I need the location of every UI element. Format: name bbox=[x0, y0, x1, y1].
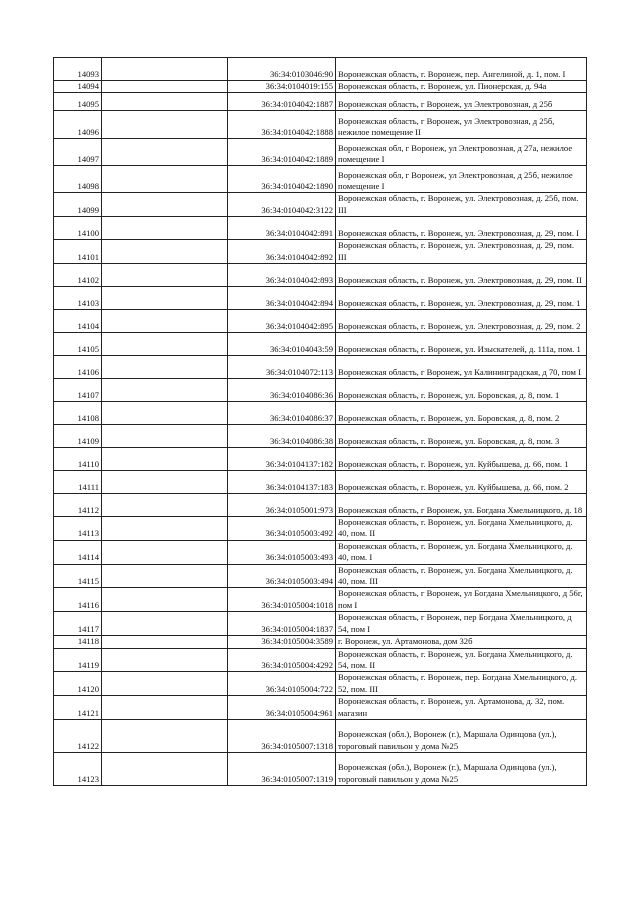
row-number: 14108 bbox=[54, 402, 102, 425]
cadastral-number: 36:34:0104086:36 bbox=[228, 379, 336, 402]
empty-cell bbox=[102, 356, 228, 379]
row-number: 14094 bbox=[54, 81, 102, 93]
table-row bbox=[54, 310, 587, 333]
address-text: Воронежская область, г. Воронеж, ул. Изыскателей, д. 111а, пом. 1 bbox=[338, 343, 581, 354]
cadastral-number: 36:34:0105003:492 bbox=[228, 517, 336, 541]
table-row bbox=[54, 111, 587, 139]
row-number: 14113 bbox=[54, 517, 102, 541]
address-text: Воронежская область, г. Воронеж, ул. Пионерская, д. 94а bbox=[338, 81, 547, 91]
row-number: 14116 bbox=[54, 588, 102, 612]
cadastral-number: 36:34:0104137:183 bbox=[228, 471, 336, 494]
address-cell bbox=[336, 111, 587, 139]
row-number: 14099 bbox=[54, 193, 102, 217]
address-text: Воронежская область, г. Воронеж, ул. Богдана Хмельницкого, д. 40, пом. II bbox=[338, 517, 573, 539]
address-cell bbox=[336, 425, 587, 448]
empty-cell bbox=[102, 240, 228, 264]
empty-cell bbox=[102, 425, 228, 448]
address-cell bbox=[336, 333, 587, 356]
address-text: Воронежская область, г Воронеж, ул Электровозная, д 25б bbox=[338, 99, 553, 109]
cadastral-number: 36:34:0104042:891 bbox=[228, 217, 336, 240]
table-row bbox=[54, 696, 587, 720]
address-cell bbox=[336, 719, 587, 752]
row-number: 14093 bbox=[54, 58, 102, 81]
cadastral-number: 36:34:0105003:493 bbox=[228, 540, 336, 564]
address-text: Воронежская область, г Воронеж, ул Богдана Хмельницкого, д 56г, пом I bbox=[338, 588, 583, 610]
empty-cell bbox=[102, 588, 228, 612]
address-cell bbox=[336, 648, 587, 672]
address-cell bbox=[336, 540, 587, 564]
cadastral-number: 36:34:0104042:3122 bbox=[228, 193, 336, 217]
address-cell bbox=[336, 264, 587, 287]
row-number: 14115 bbox=[54, 564, 102, 588]
address-text: Воронежская область, г. Воронеж, ул. Электровозная, д. 29, пом. 2 bbox=[338, 320, 581, 331]
row-number: 14117 bbox=[54, 612, 102, 636]
table-row bbox=[54, 402, 587, 425]
empty-cell bbox=[102, 379, 228, 402]
cadastral-number: 36:34:0104042:895 bbox=[228, 310, 336, 333]
address-text: Воронежская область, г. Воронеж, ул. Богдана Хмельницкого, д. 40, пом. I bbox=[338, 540, 573, 563]
address-cell bbox=[336, 356, 587, 379]
address-cell bbox=[336, 494, 587, 517]
row-number: 14112 bbox=[54, 494, 102, 517]
cadastral-number: 36:34:0104042:1888 bbox=[228, 111, 336, 139]
address-text: Воронежская область, г. Воронеж, ул. Боровская, д. 8, пом. 3 bbox=[338, 435, 560, 446]
cadastral-number: 36:34:0104042:1887 bbox=[228, 93, 336, 111]
row-number: 14097 bbox=[54, 139, 102, 166]
cadastral-number: 36:34:0104086:37 bbox=[228, 402, 336, 425]
table-row bbox=[54, 356, 587, 379]
row-number: 14100 bbox=[54, 217, 102, 240]
address-text: Воронежская область, г. Воронеж, ул. Богдана Хмельницкого, д. 54, пом. II bbox=[338, 648, 573, 670]
empty-cell bbox=[102, 752, 228, 785]
address-text: Воронежская область, г Воронеж, ул Электровозная, д 25б, нежилое помещение II bbox=[338, 115, 555, 137]
table-row bbox=[54, 264, 587, 287]
cadastral-number: 36:34:0104042:1889 bbox=[228, 139, 336, 166]
row-number: 14123 bbox=[54, 752, 102, 785]
table-row bbox=[54, 752, 587, 785]
table-row bbox=[54, 217, 587, 240]
address-cell bbox=[336, 58, 587, 81]
address-text: Воронежская обл, г Воронеж, ул Электровозная, д 25б, нежилое помещение I bbox=[338, 169, 573, 191]
address-cell bbox=[336, 166, 587, 193]
empty-cell bbox=[102, 719, 228, 752]
address-cell bbox=[336, 217, 587, 240]
cadastral-number: 36:34:0103046:90 bbox=[228, 58, 336, 81]
address-cell bbox=[336, 193, 587, 217]
empty-cell bbox=[102, 402, 228, 425]
cadastral-number: 36:34:0105004:961 bbox=[228, 696, 336, 720]
row-number: 14110 bbox=[54, 448, 102, 471]
row-number: 14102 bbox=[54, 264, 102, 287]
address-cell bbox=[336, 588, 587, 612]
row-number: 14098 bbox=[54, 166, 102, 193]
address-cell bbox=[336, 696, 587, 720]
empty-cell bbox=[102, 517, 228, 541]
address-cell bbox=[336, 752, 587, 785]
cadastral-number: 36:34:0104042:892 bbox=[228, 240, 336, 264]
address-cell bbox=[336, 448, 587, 471]
table-row bbox=[54, 81, 587, 93]
empty-cell bbox=[102, 648, 228, 672]
table-row bbox=[54, 636, 587, 648]
address-text: Воронежская область, г. Воронеж, ул. Артамонова, д. 32, пом. магазин bbox=[338, 696, 565, 718]
empty-cell bbox=[102, 111, 228, 139]
address-cell bbox=[336, 310, 587, 333]
address-cell bbox=[336, 93, 587, 111]
table-row bbox=[54, 648, 587, 672]
address-cell bbox=[336, 81, 587, 93]
cadastral-number: 36:34:0104042:894 bbox=[228, 287, 336, 310]
address-text: Воронежская область, г. Воронеж, ул. Электровозная, д. 29, пом. I bbox=[338, 227, 579, 238]
address-text: Воронежская область, г. Воронеж, ул. Электровозная, д. 29, пом. III bbox=[338, 240, 574, 262]
cadastral-number: 36:34:0104086:38 bbox=[228, 425, 336, 448]
empty-cell bbox=[102, 193, 228, 217]
table-row bbox=[54, 612, 587, 636]
table-row bbox=[54, 517, 587, 541]
table-row bbox=[54, 494, 587, 517]
address-text: Воронежская область, г. Воронеж, ул. Боровская, д. 8, пом. 1 bbox=[338, 389, 560, 400]
empty-cell bbox=[102, 471, 228, 494]
cadastral-number: 36:34:0104042:893 bbox=[228, 264, 336, 287]
cadastral-number: 36:34:0104042:1890 bbox=[228, 166, 336, 193]
cadastral-number: 36:34:0104019:155 bbox=[228, 81, 336, 93]
empty-cell bbox=[102, 93, 228, 111]
cadastral-number: 36:34:0105004:4292 bbox=[228, 648, 336, 672]
table-row bbox=[54, 540, 587, 564]
table-row bbox=[54, 719, 587, 752]
table-row bbox=[54, 471, 587, 494]
empty-cell bbox=[102, 166, 228, 193]
address-text: Воронежская область, г. Воронеж, ул. Электровозная, д. 25б, пом. III bbox=[338, 193, 579, 215]
table-row bbox=[54, 193, 587, 217]
table-row bbox=[54, 425, 587, 448]
empty-cell bbox=[102, 264, 228, 287]
table-row bbox=[54, 139, 587, 166]
cadastral-number: 36:34:0105004:722 bbox=[228, 672, 336, 696]
row-number: 14109 bbox=[54, 425, 102, 448]
empty-cell bbox=[102, 612, 228, 636]
row-number: 14118 bbox=[54, 636, 102, 648]
cadastral-number: 36:34:0105004:3589 bbox=[228, 636, 336, 648]
empty-cell bbox=[102, 696, 228, 720]
address-cell bbox=[336, 636, 587, 648]
cadastral-number: 36:34:0105007:1318 bbox=[228, 719, 336, 752]
address-text: Воронежская область, г. Воронеж, ул. Богдана Хмельницкого, д. 40, пом. III bbox=[338, 564, 573, 587]
row-number: 14114 bbox=[54, 540, 102, 564]
address-text: Воронежская область, г Воронеж, ул Калининградская, д 70, пом I bbox=[338, 366, 581, 377]
empty-cell bbox=[102, 540, 228, 564]
cadastral-number: 36:34:0105001:973 bbox=[228, 494, 336, 517]
address-cell bbox=[336, 517, 587, 541]
row-number: 14122 bbox=[54, 719, 102, 752]
cadastral-number: 36:34:0104072:113 bbox=[228, 356, 336, 379]
address-cell bbox=[336, 402, 587, 425]
row-number: 14104 bbox=[54, 310, 102, 333]
address-text: Воронежская область, г. Воронеж, пер. Ангелиной, д. 1, пом. I bbox=[338, 68, 566, 79]
address-text: Воронежская область, г Воронеж, ул. Богдана Хмельницкого, д. 18 bbox=[338, 504, 583, 515]
address-text: Воронежская область, г. Воронеж, ул. Электровозная, д. 29, пом. 1 bbox=[338, 297, 581, 308]
address-text: г. Воронеж, ул. Артамонова, дом 32б bbox=[338, 636, 473, 647]
address-text: Воронежская область, г. Воронеж, ул. Электровозная, д. 29, пом. II bbox=[338, 274, 582, 285]
row-number: 14096 bbox=[54, 111, 102, 139]
table-row bbox=[54, 448, 587, 471]
cadastral-number: 36:34:0104043:59 bbox=[228, 333, 336, 356]
address-cell bbox=[336, 139, 587, 166]
table-row bbox=[54, 333, 587, 356]
empty-cell bbox=[102, 448, 228, 471]
address-text: Воронежская область, г. Воронеж, ул. Куйбышева, д. 66, пом. 1 bbox=[338, 458, 569, 469]
address-cell bbox=[336, 379, 587, 402]
row-number: 14120 bbox=[54, 672, 102, 696]
cadastral-number: 36:34:0105004:1018 bbox=[228, 588, 336, 612]
cadastral-number: 36:34:0105004:1837 bbox=[228, 612, 336, 636]
row-number: 14119 bbox=[54, 648, 102, 672]
empty-cell bbox=[102, 81, 228, 93]
empty-cell bbox=[102, 672, 228, 696]
table-row bbox=[54, 240, 587, 264]
row-number: 14101 bbox=[54, 240, 102, 264]
property-table bbox=[53, 57, 587, 786]
empty-cell bbox=[102, 636, 228, 648]
table-row bbox=[54, 672, 587, 696]
empty-cell bbox=[102, 139, 228, 166]
address-text: Воронежская обл, г Воронеж, ул Электровозная, д 27а, нежилое помещение I bbox=[338, 142, 573, 164]
empty-cell bbox=[102, 494, 228, 517]
address-text: Воронежская область, г Воронеж, пер Богдана Хмельницкого, д 54, пом I bbox=[338, 612, 572, 634]
address-cell bbox=[336, 564, 587, 588]
cadastral-number: 36:34:0105007:1319 bbox=[228, 752, 336, 785]
row-number: 14107 bbox=[54, 379, 102, 402]
address-text: Воронежская область, г. Воронеж, ул. Куйбышева, д. 66, пом. 2 bbox=[338, 481, 569, 492]
table-row bbox=[54, 379, 587, 402]
address-text: Воронежская (обл.), Воронеж (г.), Маршала Одинцова (ул.), тороговый павильон у дома №25 bbox=[338, 729, 557, 751]
table-row bbox=[54, 564, 587, 588]
table-row bbox=[54, 93, 587, 111]
address-cell bbox=[336, 612, 587, 636]
row-number: 14106 bbox=[54, 356, 102, 379]
cadastral-number: 36:34:0104137:182 bbox=[228, 448, 336, 471]
address-cell bbox=[336, 471, 587, 494]
empty-cell bbox=[102, 287, 228, 310]
empty-cell bbox=[102, 310, 228, 333]
address-cell bbox=[336, 240, 587, 264]
empty-cell bbox=[102, 217, 228, 240]
table-row bbox=[54, 58, 587, 81]
row-number: 14111 bbox=[54, 471, 102, 494]
empty-cell bbox=[102, 564, 228, 588]
row-number: 14095 bbox=[54, 93, 102, 111]
address-text: Воронежская область, г. Воронеж, пер. Богдана Хмельницкого, д. 52, пом. III bbox=[338, 672, 578, 694]
address-text: Воронежская область, г. Воронеж, ул. Боровская, д. 8, пом. 2 bbox=[338, 412, 560, 423]
address-text: Воронежская (обл.), Воронеж (г.), Маршала Одинцова (ул.), тороговый павильон у дома №25 bbox=[338, 762, 557, 784]
row-number: 14103 bbox=[54, 287, 102, 310]
table-row bbox=[54, 287, 587, 310]
empty-cell bbox=[102, 58, 228, 81]
table-row bbox=[54, 588, 587, 612]
address-cell bbox=[336, 287, 587, 310]
row-number: 14121 bbox=[54, 696, 102, 720]
row-number: 14105 bbox=[54, 333, 102, 356]
address-cell bbox=[336, 672, 587, 696]
cadastral-number: 36:34:0105003:494 bbox=[228, 564, 336, 588]
table-row bbox=[54, 166, 587, 193]
empty-cell bbox=[102, 333, 228, 356]
